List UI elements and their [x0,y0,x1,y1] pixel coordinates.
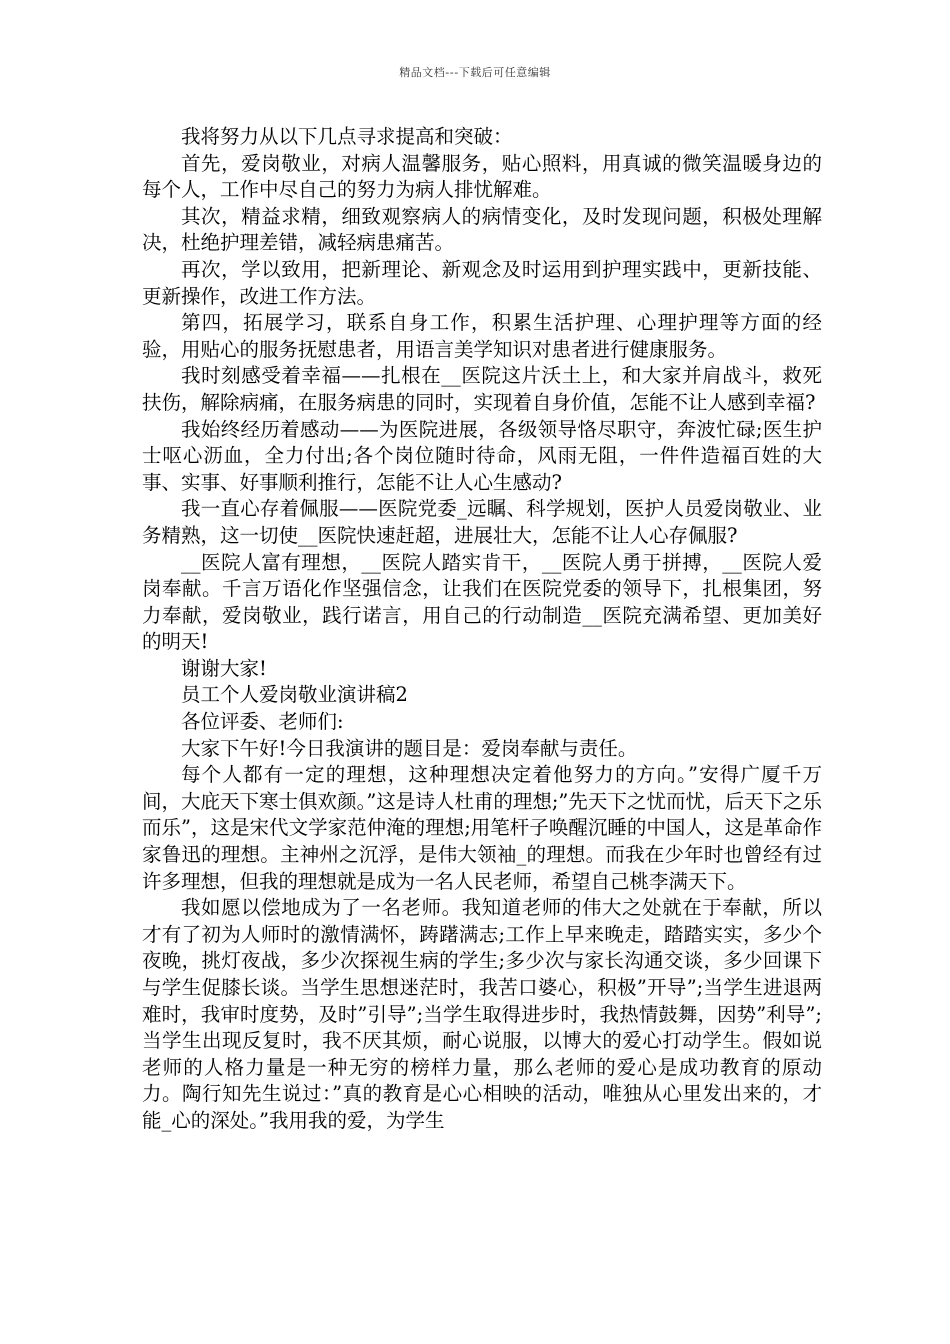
paragraph: 每个人都有一定的理想，这种理想决定着他努力的方向。”安得广厦千万间，大庇天下寒士俱欢颜。”这是诗人杜甫的理想;”先天下之忧而忧，后天下之乐而乐”，这是宋代文学家范仲淹的理想;用笔杆子唤醒沉睡的中国人，这是革命作家鲁迅的理想。主神州之沉浮，是伟大领袖_的理想。而我在少年时也曾经有过许多理想，但我的理想就是成为一名人民老师，希望自己桃李满天下。 [142,763,822,893]
paragraph: 我始终经历着感动——为医院进展，各级领导恪尽职守，奔波忙碌;医生护士呕心沥血，全力付出;各个岗位随时待命，风雨无阻，一件件造福百姓的大事、实事、好事顺利推行，怎能不让人心生感动? [142,417,822,494]
paragraph: __医院人富有理想，__医院人踏实肯干，__医院人勇于拼搏，__医院人爱岗奉献。千言万语化作坚强信念，让我们在医院党委的领导下，扎根集团，努力奉献，爱岗敬业，践行诺言，用自己的行动制造__医院充满希望、更加美好的明天! [142,550,822,654]
paragraph: 首先，爱岗敬业，对病人温馨服务，贴心照料，用真诚的微笑温暖身边的每个人，工作中尽自己的努力为病人排忧解难。 [142,151,822,202]
page-header: 精品文档---下载后可任意编辑 [399,66,551,79]
section-title: 员工个人爱岗敬业演讲稿2 [181,683,408,707]
paragraph: 谢谢大家! [181,656,267,680]
paragraph: 我时刻感受着幸福——扎根在__医院这片沃土上，和大家并肩战斗，救死扶伤，解除病痛，在服务病患的同时，实现着自身价值，怎能不让人感到幸福? [142,364,822,414]
paragraph: 其次，精益求精，细致观察病人的病情变化，及时发现问题，积极处理解决，杜绝护理差错，减轻病患痛苦。 [142,204,822,255]
paragraph: 大家下午好!今日我演讲的题目是：爱岗奉献与责任。 [181,736,638,760]
paragraph: 再次，学以致用，把新理论、新观念及时运用到护理实践中，更新技能、更新操作，改进工作方法。 [142,257,822,308]
salutation: 各位评委、老师们: [181,710,344,734]
document-body [142,124,822,1135]
paragraph: 我一直心存着佩服——医院党委_远瞩、科学规划，医护人员爱岗敬业、业务精熟，这一切使__医院快速赶超，进展壮大，怎能不让人心存佩服? [142,497,822,547]
paragraph: 我如愿以偿地成为了一名老师。我知道老师的伟大之处就在于奉献，所以才有了初为人师时的激情满怀，踌躇满志;工作上早来晚走，踏踏实实，多少个夜晚，挑灯夜战，多少次探视生病的学生;多少次与家长沟通交谈，多少回课下与学生促膝长谈。当学生思想迷茫时，我苦口婆心，积极”开导”;当学生进退两难时，我审时度势，及时”引导”;当学生取得进步时，我热情鼓舞，因势”利导”;当学生出现反复时，我不厌其烦，耐心说服，以博大的爱心打动学生。假如说老师的人格力量是一种无穷的榜样力量，那么老师的爱心是成功教育的原动力。陶行知先生说过：”真的教育是心心相映的活动，唯独从心里发出来的，才能_心的深处。”我用我的爱，为学生 [142,896,822,1132]
paragraph: 第四，拓展学习，联系自身工作，积累生活护理、心理护理等方面的经验，用贴心的服务抚慰患者，用语言美学知识对患者进行健康服务。 [142,311,822,361]
paragraph: 我将努力从以下几点寻求提高和突破： [181,125,513,148]
